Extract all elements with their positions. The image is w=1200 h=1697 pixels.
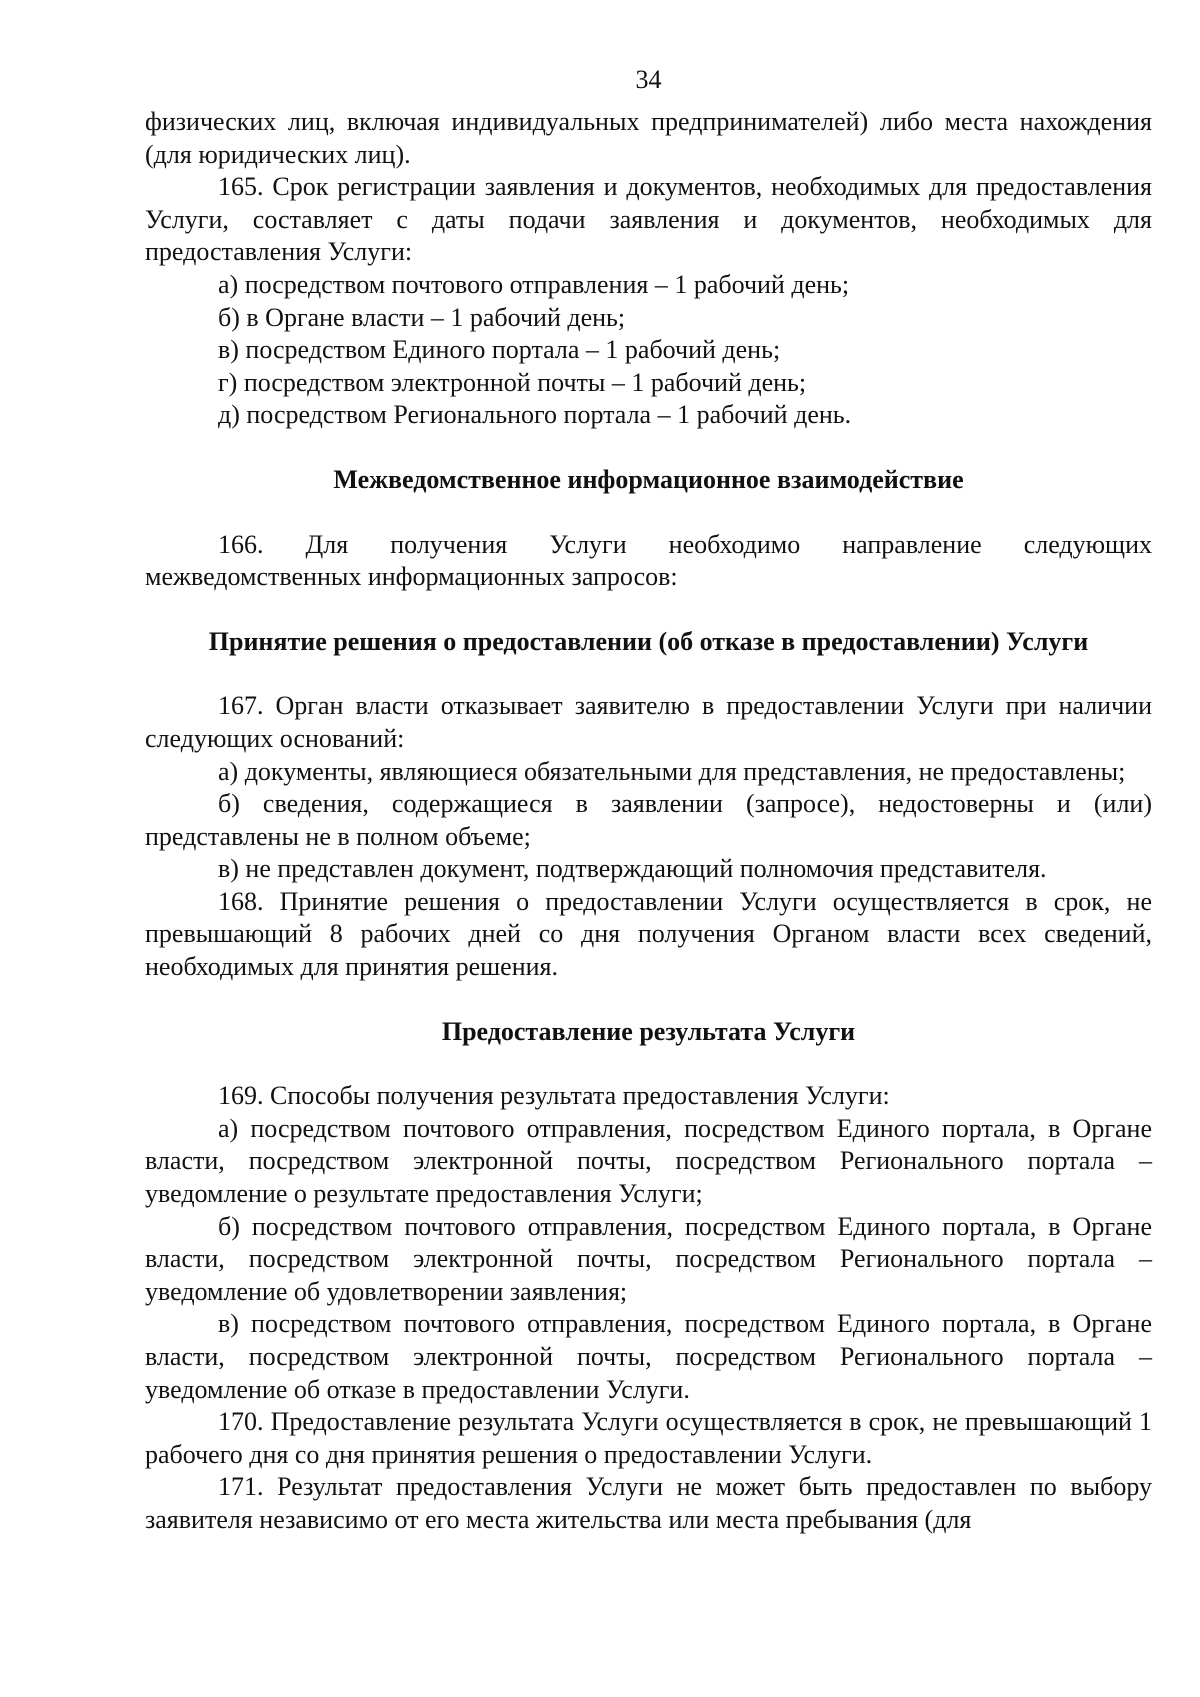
list-item-169-v: в) посредством почтового отправления, посредством Единого портала, в Органе власти, посредством электронной почты, посредством Регионального портала – уведомление об отказе в предоставлении Услуги. — [145, 1309, 1152, 1404]
list-item-165-d: д) посредством Регионального портала – 1 рабочий день. — [218, 400, 852, 430]
list-item-167-b: б) сведения, содержащиеся в заявлении (запросе), недостоверны и (или) представлены не в полном объеме; — [145, 789, 1152, 851]
list-item-165-g: г) посредством электронной почты – 1 рабочий день; — [218, 367, 807, 397]
list-item-165-v: в) посредством Единого портала – 1 рабочий день; — [218, 335, 781, 365]
section-heading-interagency: Межведомственное информационное взаимодействие — [333, 464, 964, 494]
list-item-165-b: б) в Органе власти – 1 рабочий день; — [218, 302, 626, 332]
list-item-165-a: а) посредством почтового отправления – 1 рабочий день; — [218, 269, 850, 299]
paragraph-166: 166. Для получения Услуги необходимо направление следующих межведомственных информационных запросов: — [145, 529, 1152, 592]
paragraph-170: 170. Предоставление результата Услуги осуществляется в срок, не превышающий 1 рабочего дня со дня принятия решения о предоставлении Услуги. — [145, 1407, 1152, 1469]
document-page — [145, 64, 1152, 1537]
list-item-167-v: в) не представлен документ, подтверждающий полномочия представителя. — [218, 854, 1047, 884]
paragraph-169: 169. Способы получения результата предоставления Услуги: — [218, 1081, 890, 1111]
paragraph-168: 168. Принятие решения о предоставлении Услуги осуществляется в срок, не превышающий 8 рабочих дней со дня получения Органом власти всех сведений, необходимых для принятия решения. — [145, 886, 1152, 982]
paragraph-continuation: физических лиц, включая индивидуальных предпринимателей) либо места нахождения (для юридических лиц). — [145, 107, 1152, 169]
section-heading-decision: Принятие решения о предоставлении (об отказе в предоставлении) Услуги — [208, 626, 1089, 656]
page-number: 34 — [635, 65, 662, 94]
list-item-169-a: а) посредством почтового отправления, посредством Единого портала, в Органе власти, посредством электронной почты, посредством Регионального портала – уведомление о результате предоставления Услуги; — [145, 1113, 1152, 1209]
paragraph-171: 171. Результат предоставления Услуги не может быть предоставлен по выбору заявителя независимо от его места жительства или места пребывания (для — [145, 1472, 1152, 1534]
list-item-167-a: а) документы, являющиеся обязательными для представления, не предоставлены; — [218, 756, 1126, 786]
list-item-169-b: б) посредством почтового отправления, посредством Единого портала, в Органе власти, посредством электронной почты, посредством Регионального портала – уведомление об удовлетворении заявления; — [145, 1211, 1152, 1306]
section-heading-result: Предоставление результата Услуги — [441, 1016, 856, 1046]
paragraph-165: 165. Срок регистрации заявления и документов, необходимых для предоставления Услуги, составляет с даты подачи заявления и документов, необходимых для предоставления Услуги: — [145, 172, 1152, 267]
paragraph-167: 167. Орган власти отказывает заявителю в предоставлении Услуги при наличии следующих оснований: — [145, 691, 1152, 753]
